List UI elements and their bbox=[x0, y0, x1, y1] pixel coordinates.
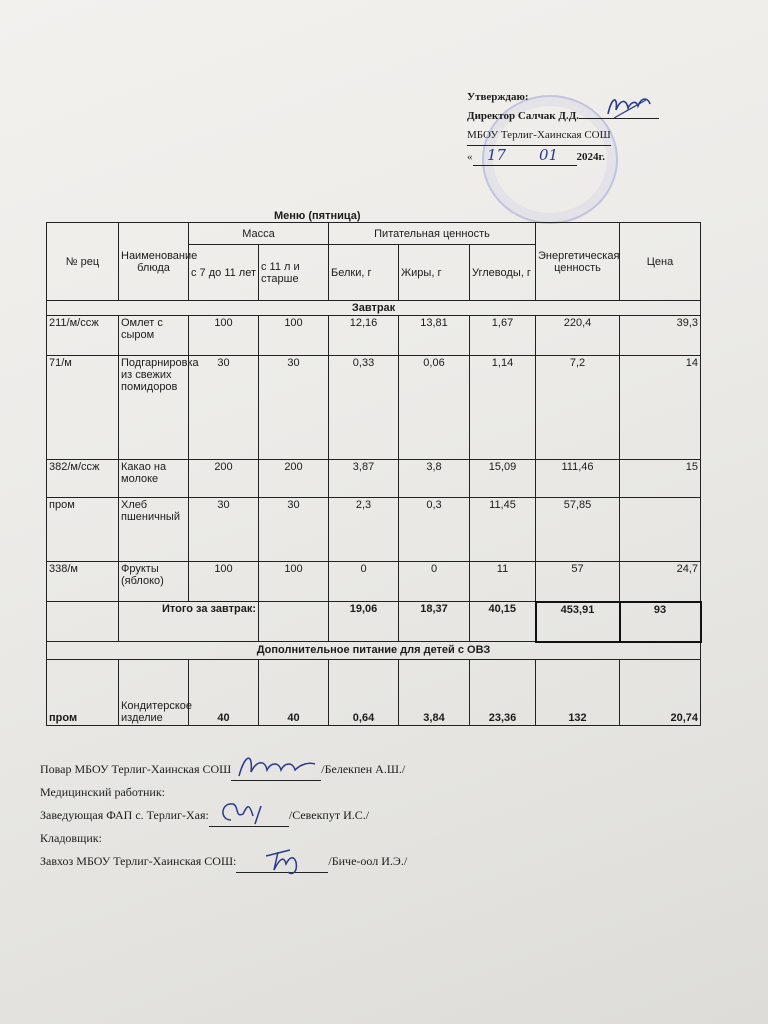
table-row bbox=[47, 460, 701, 498]
cell-fats: 0,3 bbox=[399, 498, 470, 562]
cell-rec: 338/м bbox=[47, 562, 119, 602]
cell-energy: 57 bbox=[536, 562, 620, 602]
cell-mass-young: 100 bbox=[189, 316, 259, 356]
table-row bbox=[47, 562, 701, 602]
cell-mass-young: 100 bbox=[189, 562, 259, 602]
approval-date-year: 2024г. bbox=[576, 151, 606, 163]
cell-mass-young: 200 bbox=[189, 460, 259, 498]
approval-school: МБОУ Терлиг-Хаинская СОШ bbox=[467, 126, 611, 146]
total-energy: 453,91 bbox=[536, 602, 620, 642]
cell-price: 15 bbox=[620, 460, 701, 498]
sign-fap-line bbox=[209, 810, 289, 827]
menu-title: Меню (пятница) bbox=[274, 210, 361, 222]
cell-fats: 3,84 bbox=[399, 660, 470, 726]
cell-rec: 382/м/ссж bbox=[47, 460, 119, 498]
cell-dish: Хлеб пшеничный bbox=[119, 498, 189, 562]
cell-carbs: 23,36 bbox=[470, 660, 536, 726]
cell-dish: Какао на молоке bbox=[119, 460, 189, 498]
cell-proteins: 0,33 bbox=[329, 356, 399, 460]
cell-dish: Подгарнировка из свежих помидоров bbox=[119, 356, 189, 460]
header-mass-young: с 7 до 11 лет bbox=[189, 245, 259, 301]
approval-block bbox=[467, 88, 707, 167]
approval-date-quote: « bbox=[467, 151, 473, 163]
cell-rec: пром bbox=[47, 498, 119, 562]
cell-proteins: 3,87 bbox=[329, 460, 399, 498]
table-row bbox=[47, 660, 701, 726]
cell-dish: Фрукты (яблоко) bbox=[119, 562, 189, 602]
header-fats: Жиры, г bbox=[399, 245, 470, 301]
cell-rec: пром bbox=[47, 660, 119, 726]
approval-director: Директор Салчак Д.Д. bbox=[467, 110, 580, 122]
sign-fap-label: Заведующая ФАП с. Терлиг-Хая: bbox=[40, 808, 209, 822]
header-nutrition: Питательная ценность bbox=[329, 223, 536, 245]
cell-fats: 0,06 bbox=[399, 356, 470, 460]
cell-energy: 111,46 bbox=[536, 460, 620, 498]
cell-fats: 0 bbox=[399, 562, 470, 602]
cell-mass-young: 40 bbox=[189, 660, 259, 726]
cell-carbs: 11 bbox=[470, 562, 536, 602]
sign-supply-name: /Биче-оол И.Э./ bbox=[328, 854, 408, 868]
cell-rec: 211/м/ссж bbox=[47, 316, 119, 356]
header-mass-old: с 11 л и старше bbox=[259, 245, 329, 301]
sign-cook-line bbox=[231, 764, 321, 781]
total-fats: 18,37 bbox=[399, 602, 470, 642]
fap-signature bbox=[209, 796, 289, 826]
cell-mass-old: 30 bbox=[259, 356, 329, 460]
cell-proteins: 0,64 bbox=[329, 660, 399, 726]
approval-date-day: 17 bbox=[473, 146, 521, 166]
total-carbs: 40,15 bbox=[470, 602, 536, 642]
total-price: 93 bbox=[620, 602, 701, 642]
cell-fats: 3,8 bbox=[399, 460, 470, 498]
cell-fats: 13,81 bbox=[399, 316, 470, 356]
sign-cook-label: Повар МБОУ Терлиг-Хаинская СОШ bbox=[40, 762, 232, 776]
cell-carbs: 15,09 bbox=[470, 460, 536, 498]
cell-rec: 71/м bbox=[47, 356, 119, 460]
cell-carbs: 1,67 bbox=[470, 316, 536, 356]
cell-mass-old: 100 bbox=[259, 316, 329, 356]
header-mass: Масса bbox=[189, 223, 329, 245]
cell-mass-young: 30 bbox=[189, 356, 259, 460]
sign-storekeeper-label: Кладовщик: bbox=[40, 831, 102, 845]
cell-energy: 7,2 bbox=[536, 356, 620, 460]
section-breakfast: Завтрак bbox=[47, 301, 701, 316]
cell-price: 20,74 bbox=[620, 660, 701, 726]
header-dish: Наименование блюда bbox=[119, 223, 189, 301]
supply-signature bbox=[236, 842, 328, 876]
header-carbs: Углеводы, г bbox=[470, 245, 536, 301]
sign-fap-name: /Севекпут И.С./ bbox=[288, 808, 370, 822]
header-energy: Энергетическая ценность bbox=[536, 223, 620, 301]
total-row bbox=[47, 602, 701, 642]
table-row bbox=[47, 356, 701, 460]
cook-signature bbox=[231, 750, 321, 780]
table-row bbox=[47, 316, 701, 356]
cell-mass-old: 30 bbox=[259, 498, 329, 562]
section-extra: Дополнительное питание для детей с ОВЗ bbox=[47, 642, 701, 660]
sign-supply-line bbox=[236, 856, 328, 873]
cell-dish: Кондитерское изделие bbox=[119, 660, 189, 726]
sign-supply-label: Завхоз МБОУ Терлиг-Хаинская СОШ: bbox=[40, 854, 237, 868]
cell-dish: Омлет с сыром bbox=[119, 316, 189, 356]
cell-proteins: 0 bbox=[329, 562, 399, 602]
cell-mass-old: 100 bbox=[259, 562, 329, 602]
approval-title: Утверждаю: bbox=[467, 91, 529, 103]
cell-price bbox=[620, 498, 701, 562]
director-signature bbox=[604, 92, 654, 122]
total-label: Итого за завтрак: bbox=[119, 602, 259, 642]
total-proteins: 19,06 bbox=[329, 602, 399, 642]
cell-energy: 132 bbox=[536, 660, 620, 726]
signatures-block bbox=[40, 758, 600, 873]
sign-cook-name: /Белекпен А.Ш./ bbox=[321, 762, 406, 776]
approval-date-month: 01 bbox=[521, 146, 577, 166]
cell-energy: 57,85 bbox=[536, 498, 620, 562]
cell-mass-old: 200 bbox=[259, 460, 329, 498]
cell-mass-young: 30 bbox=[189, 498, 259, 562]
cell-carbs: 1,14 bbox=[470, 356, 536, 460]
header-rec-no: № рец bbox=[47, 223, 119, 301]
table-row bbox=[47, 498, 701, 562]
cell-carbs: 11,45 bbox=[470, 498, 536, 562]
menu-table bbox=[46, 222, 702, 726]
sign-medic-label: Медицинский работник: bbox=[40, 785, 165, 799]
cell-proteins: 2,3 bbox=[329, 498, 399, 562]
header-price: Цена bbox=[620, 223, 701, 301]
cell-price: 24,7 bbox=[620, 562, 701, 602]
cell-energy: 220,4 bbox=[536, 316, 620, 356]
cell-mass-old: 40 bbox=[259, 660, 329, 726]
cell-price: 39,3 bbox=[620, 316, 701, 356]
cell-price: 14 bbox=[620, 356, 701, 460]
cell-proteins: 12,16 bbox=[329, 316, 399, 356]
header-proteins: Белки, г bbox=[329, 245, 399, 301]
